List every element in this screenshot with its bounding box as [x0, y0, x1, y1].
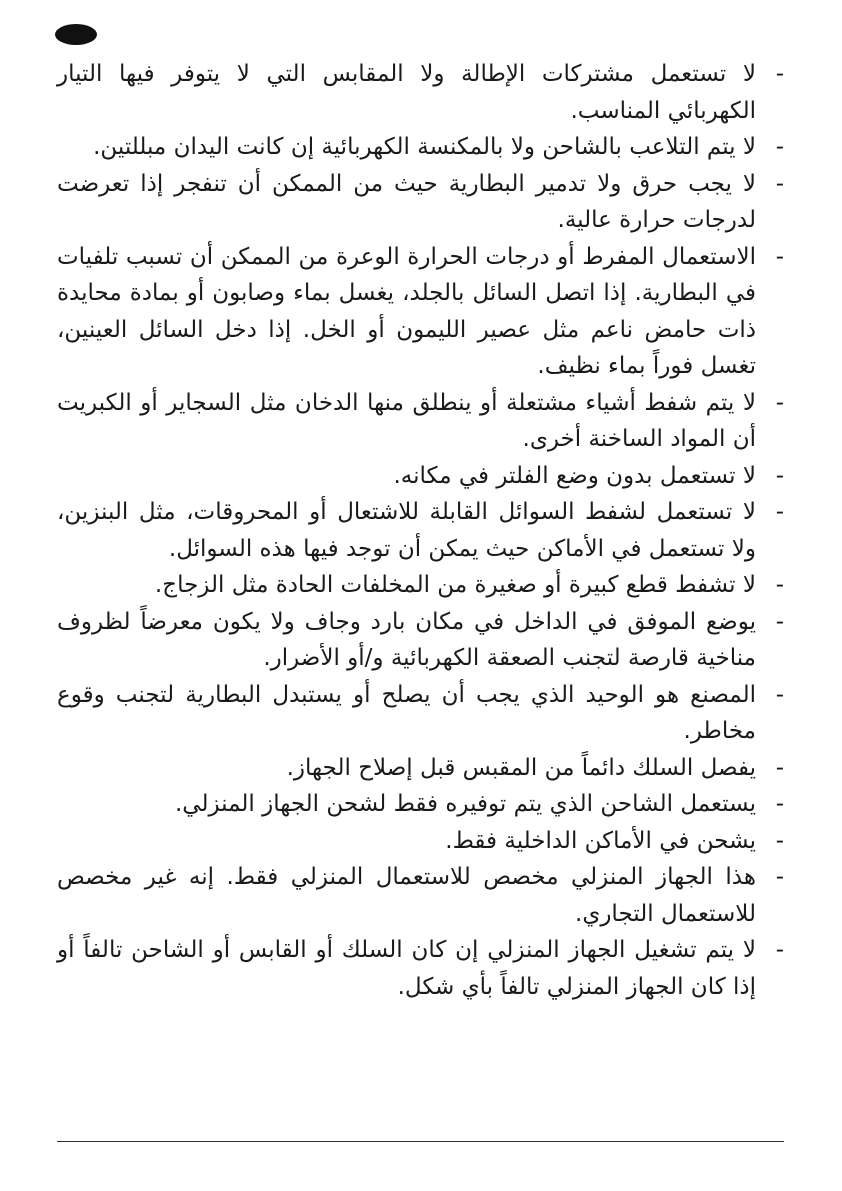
list-item — [57, 932, 784, 1005]
list-item-text: هذا الجهاز المنزلي مخصص للاستعمال المنزلي فقط. إنه غير مخصص للاستعمال التجاري. — [57, 864, 756, 927]
footer-rule — [57, 1141, 784, 1142]
bullet-dash: - — [775, 827, 784, 854]
bullet-dash: - — [775, 754, 784, 781]
list-item — [57, 604, 784, 677]
list-item — [57, 567, 784, 604]
bullet-dash: - — [775, 864, 784, 890]
list-item-text: يشحن في الأماكن الداخلية فقط. — [445, 827, 756, 854]
list-item — [57, 823, 784, 860]
bullet-dash: - — [775, 243, 784, 270]
list-item-text: لا تستعمل مشتركات الإطالة ولا المقابس التي لا يتوفر فيها التيار الكهربائي المناسب. — [57, 61, 756, 124]
list-item — [57, 750, 784, 787]
safety-instructions-list — [57, 56, 784, 1005]
list-item — [57, 494, 784, 567]
list-item — [57, 166, 784, 239]
bullet-dash: - — [775, 499, 784, 525]
list-item — [57, 239, 784, 385]
list-item-text: يوضع الموفق في الداخل في مكان بارد وجاف ولا يكون معرضاً لظروف مناخية قارصة لتجنب الصعقة الكهربائية و/أو الأضرار. — [57, 608, 756, 671]
list-item — [57, 56, 784, 129]
bullet-dash: - — [775, 681, 784, 708]
bullet-dash: - — [775, 608, 784, 635]
list-item — [57, 385, 784, 458]
list-item-text: لا يتم التلاعب بالشاحن ولا بالمكنسة الكهربائية إن كانت اليدان مبللتين. — [93, 134, 756, 160]
list-item — [57, 129, 784, 166]
list-item-text: لا يجب حرق ولا تدمير البطارية حيث من الممكن أن تنفجر إذا تعرضت لدرجات حرارة عالية. — [57, 170, 756, 233]
list-item-text: لا تستعمل بدون وضع الفلتر في مكانه. — [393, 462, 756, 489]
list-item-text: لا يتم تشغيل الجهاز المنزلي إن كان السلك أو القابس أو الشاحن تالفاً أو إذا كان الجهاز المنزلي تالفاً بأي شكل. — [57, 937, 756, 1000]
document-body — [57, 56, 784, 1005]
bullet-dash: - — [775, 134, 784, 160]
bullet-dash: - — [775, 462, 784, 489]
bullet-dash: - — [775, 572, 784, 598]
list-item-text: لا تشفط قطع كبيرة أو صغيرة من المخلفات الحادة مثل الزجاج. — [154, 572, 756, 598]
list-item — [57, 786, 784, 823]
bullet-dash: - — [775, 170, 784, 197]
list-item — [57, 458, 784, 495]
bullet-dash: - — [775, 61, 784, 87]
list-item-text: لا يتم شفط أشياء مشتعلة أو ينطلق منها الدخان مثل السجاير أو الكبريت أن المواد الساخنة أخرى. — [57, 389, 756, 452]
list-item-text: لا تستعمل لشفط السوائل القابلة للاشتعال أو المحروقات، مثل البنزين، ولا تستعمل في الأماكن حيث يمكن أن توجد فيها هذه السوائل. — [57, 499, 756, 562]
list-item-text: الاستعمال المفرط أو درجات الحرارة الوعرة من الممكن أن تسبب تلفيات في البطارية. إذا اتصل السائل بالجلد، يغسل بماء وصابون أو بمادة محايدة ذات حامض ناعم مثل عصير الليمون أو الخل. إذا دخل السائل العينين، تغسل فوراً بماء نظيف. — [57, 243, 756, 379]
list-item-text: يستعمل الشاحن الذي يتم توفيره فقط لشحن الجهاز المنزلي. — [174, 791, 756, 817]
list-item-text: المصنع هو الوحيد الذي يجب أن يصلح أو يستبدل البطارية لتجنب وقوع مخاطر. — [57, 681, 756, 744]
bullet-dash: - — [775, 791, 784, 817]
list-item — [57, 859, 784, 932]
list-item-text: يفصل السلك دائماً من المقبس قبل إصلاح الجهاز. — [286, 754, 756, 781]
bullet-dash: - — [775, 389, 784, 416]
page-marker — [55, 24, 97, 45]
bullet-dash: - — [775, 937, 784, 963]
list-item — [57, 677, 784, 750]
